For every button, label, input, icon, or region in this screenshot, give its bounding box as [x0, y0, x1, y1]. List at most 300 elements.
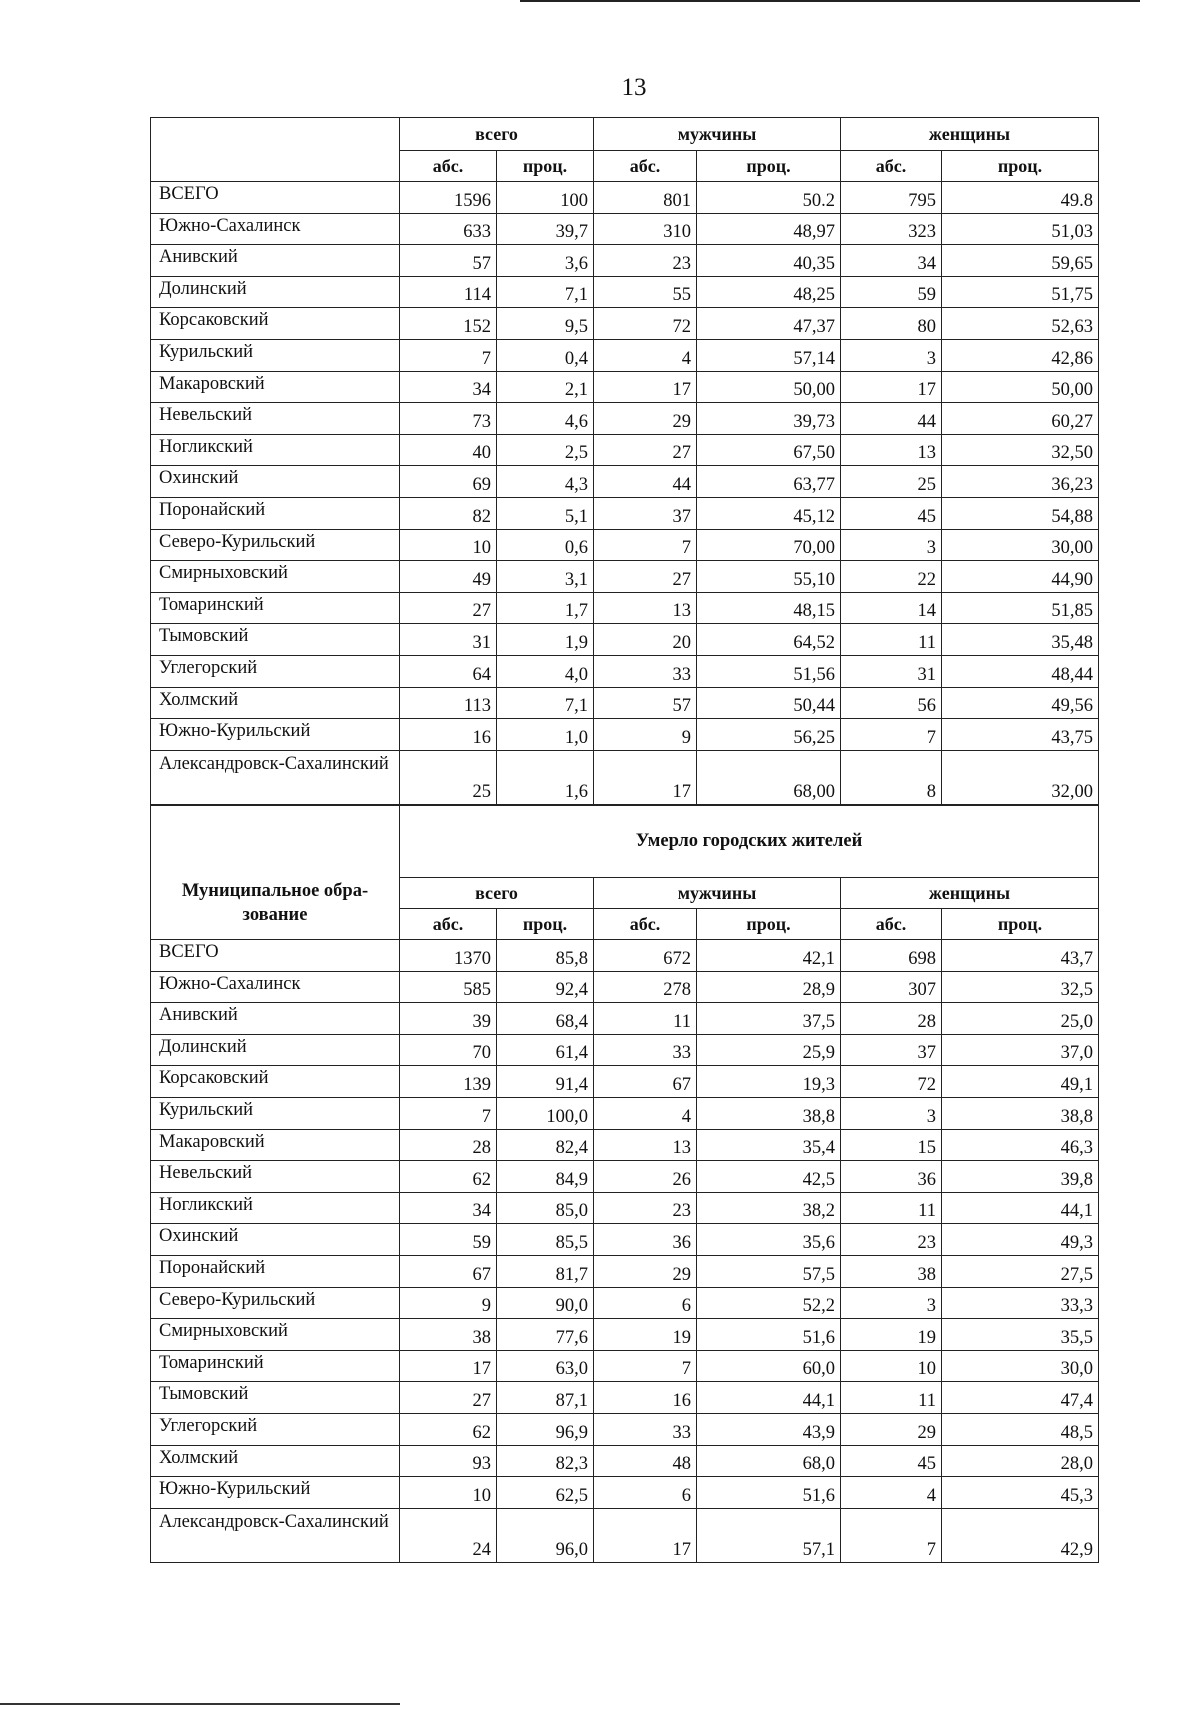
men-abs-cell: 33 [594, 655, 697, 687]
header-women: женщины [841, 118, 1099, 151]
women-abs-cell: 3 [841, 1097, 942, 1129]
women-pct-cell: 48,5 [942, 1413, 1099, 1445]
municipality-cell: Холмский [151, 687, 400, 719]
municipality-cell: Невельский [151, 403, 400, 435]
total-abs-cell: 7 [400, 339, 497, 371]
table-row [151, 1003, 1099, 1035]
municipality-cell: Смирныховский [151, 561, 400, 593]
municipality-cell: Томаринский [151, 592, 400, 624]
men-abs-cell: 72 [594, 308, 697, 340]
men-abs-cell: 23 [594, 1192, 697, 1224]
total-pct-cell: 92,4 [497, 971, 594, 1003]
men-pct-cell: 42,5 [697, 1161, 841, 1193]
women-abs-cell: 17 [841, 371, 942, 403]
total-abs-cell: 67 [400, 1255, 497, 1287]
women-pct-cell: 32,00 [942, 750, 1099, 804]
total-abs-cell: 585 [400, 971, 497, 1003]
municipality-cell: Смирныховский [151, 1319, 400, 1351]
municipality-cell: Южно-Сахалинск [151, 213, 400, 245]
women-pct-cell: 54,88 [942, 497, 1099, 529]
men-pct-cell: 25,9 [697, 1034, 841, 1066]
men-abs-cell: 19 [594, 1319, 697, 1351]
table-row [151, 1382, 1099, 1414]
table-row [151, 971, 1099, 1003]
header-pct: проц. [942, 909, 1099, 940]
total-abs-cell: 17 [400, 1350, 497, 1382]
men-pct-cell: 35,4 [697, 1129, 841, 1161]
municipality-cell: Невельский [151, 1161, 400, 1193]
total-abs-cell: 1596 [400, 182, 497, 214]
table-row [151, 687, 1099, 719]
municipality-cell: Углегорский [151, 1413, 400, 1445]
municipality-cell: Анивский [151, 245, 400, 277]
top-rule [520, 0, 1140, 2]
men-pct-cell: 42,1 [697, 940, 841, 972]
table-row [151, 245, 1099, 277]
municipality-cell: Курильский [151, 1097, 400, 1129]
total-pct-cell: 77,6 [497, 1319, 594, 1351]
men-abs-cell: 4 [594, 1097, 697, 1129]
total-abs-cell: 62 [400, 1161, 497, 1193]
header-pct: проц. [942, 151, 1099, 182]
women-abs-cell: 13 [841, 434, 942, 466]
men-abs-cell: 6 [594, 1287, 697, 1319]
municipality-cell: Южно-Курильский [151, 1477, 400, 1509]
total-abs-cell: 16 [400, 719, 497, 751]
header-men: мужчины [594, 878, 841, 909]
men-abs-cell: 29 [594, 1255, 697, 1287]
municipality-cell: Александровск-Сахалинский [151, 1508, 400, 1562]
total-abs-cell: 93 [400, 1445, 497, 1477]
women-pct-cell: 30,00 [942, 529, 1099, 561]
women-abs-cell: 34 [841, 245, 942, 277]
men-pct-cell: 67,50 [697, 434, 841, 466]
total-abs-cell: 113 [400, 687, 497, 719]
women-abs-cell: 44 [841, 403, 942, 435]
men-pct-cell: 55,10 [697, 561, 841, 593]
men-pct-cell: 50.2 [697, 182, 841, 214]
municipality-cell: Тымовский [151, 1382, 400, 1414]
men-abs-cell: 29 [594, 403, 697, 435]
total-abs-cell: 59 [400, 1224, 497, 1256]
women-abs-cell: 25 [841, 466, 942, 498]
women-pct-cell: 32,50 [942, 434, 1099, 466]
men-pct-cell: 70,00 [697, 529, 841, 561]
men-pct-cell: 45,12 [697, 497, 841, 529]
women-abs-cell: 56 [841, 687, 942, 719]
men-pct-cell: 19,3 [697, 1066, 841, 1098]
men-abs-cell: 26 [594, 1161, 697, 1193]
total-abs-cell: 69 [400, 466, 497, 498]
women-abs-cell: 23 [841, 1224, 942, 1256]
total-pct-cell: 1,9 [497, 624, 594, 656]
men-pct-cell: 37,5 [697, 1003, 841, 1035]
women-pct-cell: 35,48 [942, 624, 1099, 656]
total-abs-cell: 28 [400, 1129, 497, 1161]
men-abs-cell: 278 [594, 971, 697, 1003]
men-abs-cell: 36 [594, 1224, 697, 1256]
women-pct-cell: 33,3 [942, 1287, 1099, 1319]
women-abs-cell: 323 [841, 213, 942, 245]
total-abs-cell: 27 [400, 1382, 497, 1414]
women-abs-cell: 29 [841, 1413, 942, 1445]
municipality-cell: Корсаковский [151, 308, 400, 340]
men-abs-cell: 9 [594, 719, 697, 751]
women-abs-cell: 10 [841, 1350, 942, 1382]
women-pct-cell: 48,44 [942, 655, 1099, 687]
total-abs-cell: 39 [400, 1003, 497, 1035]
table-row [151, 1129, 1099, 1161]
total-abs-cell: 82 [400, 497, 497, 529]
header-abs: абс. [594, 909, 697, 940]
total-abs-cell: 9 [400, 1287, 497, 1319]
total-pct-cell: 85,8 [497, 940, 594, 972]
total-pct-cell: 84,9 [497, 1161, 594, 1193]
women-abs-cell: 36 [841, 1161, 942, 1193]
women-pct-cell: 47,4 [942, 1382, 1099, 1414]
men-abs-cell: 33 [594, 1413, 697, 1445]
women-pct-cell: 44,90 [942, 561, 1099, 593]
women-pct-cell: 37,0 [942, 1034, 1099, 1066]
women-abs-cell: 80 [841, 308, 942, 340]
table-row [151, 1319, 1099, 1351]
table-row [151, 1192, 1099, 1224]
men-pct-cell: 57,1 [697, 1508, 841, 1562]
men-pct-cell: 48,97 [697, 213, 841, 245]
women-pct-cell: 27,5 [942, 1255, 1099, 1287]
municipality-cell: Северо-Курильский [151, 529, 400, 561]
total-pct-cell: 2,1 [497, 371, 594, 403]
municipality-cell: Ногликский [151, 434, 400, 466]
header-pct: проц. [497, 151, 594, 182]
men-pct-cell: 44,1 [697, 1382, 841, 1414]
table-row [151, 1066, 1099, 1098]
women-abs-cell: 45 [841, 1445, 942, 1477]
page-number: 13 [621, 74, 647, 101]
section-title: Умерло городских жителей [400, 806, 1099, 878]
total-abs-cell: 114 [400, 276, 497, 308]
table-row [151, 1350, 1099, 1382]
women-abs-cell: 3 [841, 339, 942, 371]
table-row [151, 213, 1099, 245]
women-abs-cell: 795 [841, 182, 942, 214]
total-abs-cell: 49 [400, 561, 497, 593]
women-abs-cell: 15 [841, 1129, 942, 1161]
total-abs-cell: 24 [400, 1508, 497, 1562]
total-abs-cell: 40 [400, 434, 497, 466]
table-row [151, 624, 1099, 656]
table-row [151, 182, 1099, 214]
table-row [151, 561, 1099, 593]
women-pct-cell: 49,1 [942, 1066, 1099, 1098]
municipality-cell: Томаринский [151, 1350, 400, 1382]
women-pct-cell: 25,0 [942, 1003, 1099, 1035]
total-pct-cell: 7,1 [497, 687, 594, 719]
entity-header: Муниципальное обра-зование [151, 806, 400, 940]
men-abs-cell: 13 [594, 1129, 697, 1161]
total-pct-cell: 5,1 [497, 497, 594, 529]
table-row [151, 1255, 1099, 1287]
men-pct-cell: 50,00 [697, 371, 841, 403]
women-abs-cell: 22 [841, 561, 942, 593]
total-pct-cell: 96,9 [497, 1413, 594, 1445]
men-abs-cell: 20 [594, 624, 697, 656]
total-pct-cell: 100 [497, 182, 594, 214]
total-abs-cell: 70 [400, 1034, 497, 1066]
total-pct-cell: 2,5 [497, 434, 594, 466]
municipality-cell: Макаровский [151, 1129, 400, 1161]
men-abs-cell: 13 [594, 592, 697, 624]
municipality-cell: Курильский [151, 339, 400, 371]
men-pct-cell: 35,6 [697, 1224, 841, 1256]
table-row [151, 1413, 1099, 1445]
header-abs: абс. [400, 151, 497, 182]
table-row [151, 308, 1099, 340]
municipality-cell: Углегорский [151, 655, 400, 687]
header-total: всего [400, 118, 594, 151]
total-abs-cell: 34 [400, 1192, 497, 1224]
table-row [151, 1508, 1099, 1562]
total-pct-cell: 82,4 [497, 1129, 594, 1161]
men-pct-cell: 57,14 [697, 339, 841, 371]
men-abs-cell: 801 [594, 182, 697, 214]
women-pct-cell: 28,0 [942, 1445, 1099, 1477]
men-abs-cell: 11 [594, 1003, 697, 1035]
women-pct-cell: 39,8 [942, 1161, 1099, 1193]
women-pct-cell: 51,03 [942, 213, 1099, 245]
total-pct-cell: 1,0 [497, 719, 594, 751]
women-pct-cell: 42,9 [942, 1508, 1099, 1562]
women-pct-cell: 42,86 [942, 339, 1099, 371]
women-pct-cell: 36,23 [942, 466, 1099, 498]
total-pct-cell: 62,5 [497, 1477, 594, 1509]
women-abs-cell: 307 [841, 971, 942, 1003]
mortality-table-urban [150, 805, 1099, 1563]
women-abs-cell: 72 [841, 1066, 942, 1098]
women-abs-cell: 37 [841, 1034, 942, 1066]
total-pct-cell: 1,7 [497, 592, 594, 624]
municipality-cell: Северо-Курильский [151, 1287, 400, 1319]
women-abs-cell: 7 [841, 719, 942, 751]
women-abs-cell: 7 [841, 1508, 942, 1562]
table-row [151, 497, 1099, 529]
women-abs-cell: 3 [841, 529, 942, 561]
table-row [151, 434, 1099, 466]
table-row [151, 1224, 1099, 1256]
table-row [151, 403, 1099, 435]
women-abs-cell: 59 [841, 276, 942, 308]
total-abs-cell: 57 [400, 245, 497, 277]
municipality-cell: Холмский [151, 1445, 400, 1477]
header-abs: абс. [841, 909, 942, 940]
women-pct-cell: 43,7 [942, 940, 1099, 972]
municipality-cell: Охинский [151, 466, 400, 498]
mortality-table-total [150, 117, 1099, 805]
total-abs-cell: 633 [400, 213, 497, 245]
total-pct-cell: 7,1 [497, 276, 594, 308]
total-pct-cell: 81,7 [497, 1255, 594, 1287]
men-pct-cell: 28,9 [697, 971, 841, 1003]
men-pct-cell: 40,35 [697, 245, 841, 277]
municipality-cell: ВСЕГО [151, 940, 400, 972]
total-abs-cell: 38 [400, 1319, 497, 1351]
women-abs-cell: 3 [841, 1287, 942, 1319]
women-pct-cell: 45,3 [942, 1477, 1099, 1509]
men-abs-cell: 7 [594, 529, 697, 561]
total-pct-cell: 63,0 [497, 1350, 594, 1382]
total-pct-cell: 0,6 [497, 529, 594, 561]
men-abs-cell: 37 [594, 497, 697, 529]
total-pct-cell: 85,0 [497, 1192, 594, 1224]
men-pct-cell: 52,2 [697, 1287, 841, 1319]
municipality-cell: Макаровский [151, 371, 400, 403]
total-abs-cell: 73 [400, 403, 497, 435]
total-pct-cell: 100,0 [497, 1097, 594, 1129]
total-pct-cell: 3,1 [497, 561, 594, 593]
total-abs-cell: 64 [400, 655, 497, 687]
table-row [151, 1287, 1099, 1319]
total-abs-cell: 7 [400, 1097, 497, 1129]
men-pct-cell: 68,0 [697, 1445, 841, 1477]
total-abs-cell: 34 [400, 371, 497, 403]
entity-header-blank [151, 118, 400, 182]
total-pct-cell: 91,4 [497, 1066, 594, 1098]
men-abs-cell: 44 [594, 466, 697, 498]
table-row [151, 940, 1099, 972]
men-abs-cell: 17 [594, 371, 697, 403]
men-abs-cell: 16 [594, 1382, 697, 1414]
municipality-cell: Поронайский [151, 497, 400, 529]
total-pct-cell: 96,0 [497, 1508, 594, 1562]
men-abs-cell: 672 [594, 940, 697, 972]
men-abs-cell: 27 [594, 434, 697, 466]
men-pct-cell: 43,9 [697, 1413, 841, 1445]
total-abs-cell: 1370 [400, 940, 497, 972]
municipality-cell: ВСЕГО [151, 182, 400, 214]
women-pct-cell: 32,5 [942, 971, 1099, 1003]
men-abs-cell: 17 [594, 750, 697, 804]
municipality-cell: Охинский [151, 1224, 400, 1256]
women-abs-cell: 8 [841, 750, 942, 804]
header-pct: проц. [697, 909, 841, 940]
municipality-cell: Корсаковский [151, 1066, 400, 1098]
men-abs-cell: 67 [594, 1066, 697, 1098]
table-row [151, 276, 1099, 308]
women-abs-cell: 11 [841, 1192, 942, 1224]
total-pct-cell: 4,3 [497, 466, 594, 498]
municipality-cell: Анивский [151, 1003, 400, 1035]
men-abs-cell: 27 [594, 561, 697, 593]
total-pct-cell: 39,7 [497, 213, 594, 245]
women-pct-cell: 50,00 [942, 371, 1099, 403]
table-row [151, 719, 1099, 751]
men-pct-cell: 63,77 [697, 466, 841, 498]
table-row [151, 655, 1099, 687]
total-abs-cell: 25 [400, 750, 497, 804]
municipality-cell: Александровск-Сахалинский [151, 750, 400, 804]
municipality-cell: Тымовский [151, 624, 400, 656]
men-abs-cell: 33 [594, 1034, 697, 1066]
total-abs-cell: 10 [400, 1477, 497, 1509]
men-abs-cell: 23 [594, 245, 697, 277]
table-row [151, 529, 1099, 561]
women-pct-cell: 43,75 [942, 719, 1099, 751]
total-pct-cell: 85,5 [497, 1224, 594, 1256]
men-pct-cell: 38,8 [697, 1097, 841, 1129]
women-pct-cell: 51,85 [942, 592, 1099, 624]
men-pct-cell: 39,73 [697, 403, 841, 435]
bottom-rule [0, 1703, 400, 1705]
table-row [151, 1445, 1099, 1477]
table-row [151, 1477, 1099, 1509]
header-abs: абс. [594, 151, 697, 182]
total-abs-cell: 152 [400, 308, 497, 340]
men-pct-cell: 50,44 [697, 687, 841, 719]
men-abs-cell: 57 [594, 687, 697, 719]
total-pct-cell: 9,5 [497, 308, 594, 340]
women-abs-cell: 4 [841, 1477, 942, 1509]
women-abs-cell: 45 [841, 497, 942, 529]
women-pct-cell: 35,5 [942, 1319, 1099, 1351]
total-abs-cell: 62 [400, 1413, 497, 1445]
header-women: женщины [841, 878, 1099, 909]
total-pct-cell: 61,4 [497, 1034, 594, 1066]
total-pct-cell: 4,6 [497, 403, 594, 435]
table-row [151, 1161, 1099, 1193]
municipality-cell: Долинский [151, 276, 400, 308]
men-abs-cell: 48 [594, 1445, 697, 1477]
total-pct-cell: 1,6 [497, 750, 594, 804]
men-pct-cell: 64,52 [697, 624, 841, 656]
total-pct-cell: 3,6 [497, 245, 594, 277]
table-row [151, 750, 1099, 804]
men-abs-cell: 7 [594, 1350, 697, 1382]
women-pct-cell: 59,65 [942, 245, 1099, 277]
table-row [151, 371, 1099, 403]
header-pct: проц. [697, 151, 841, 182]
municipality-cell: Долинский [151, 1034, 400, 1066]
total-abs-cell: 10 [400, 529, 497, 561]
men-abs-cell: 17 [594, 1508, 697, 1562]
women-pct-cell: 38,8 [942, 1097, 1099, 1129]
women-pct-cell: 49,56 [942, 687, 1099, 719]
women-abs-cell: 698 [841, 940, 942, 972]
municipality-cell: Поронайский [151, 1255, 400, 1287]
total-pct-cell: 4,0 [497, 655, 594, 687]
total-pct-cell: 90,0 [497, 1287, 594, 1319]
table-row [151, 1034, 1099, 1066]
total-pct-cell: 82,3 [497, 1445, 594, 1477]
header-abs: абс. [841, 151, 942, 182]
men-pct-cell: 57,5 [697, 1255, 841, 1287]
table-row [151, 339, 1099, 371]
women-pct-cell: 49.8 [942, 182, 1099, 214]
total-abs-cell: 27 [400, 592, 497, 624]
women-pct-cell: 30,0 [942, 1350, 1099, 1382]
men-pct-cell: 51,6 [697, 1319, 841, 1351]
men-pct-cell: 51,56 [697, 655, 841, 687]
women-pct-cell: 46,3 [942, 1129, 1099, 1161]
women-pct-cell: 49,3 [942, 1224, 1099, 1256]
women-pct-cell: 60,27 [942, 403, 1099, 435]
table-row [151, 592, 1099, 624]
municipality-cell: Южно-Сахалинск [151, 971, 400, 1003]
municipality-cell: Ногликский [151, 1192, 400, 1224]
men-pct-cell: 47,37 [697, 308, 841, 340]
total-pct-cell: 87,1 [497, 1382, 594, 1414]
men-pct-cell: 48,15 [697, 592, 841, 624]
women-abs-cell: 19 [841, 1319, 942, 1351]
